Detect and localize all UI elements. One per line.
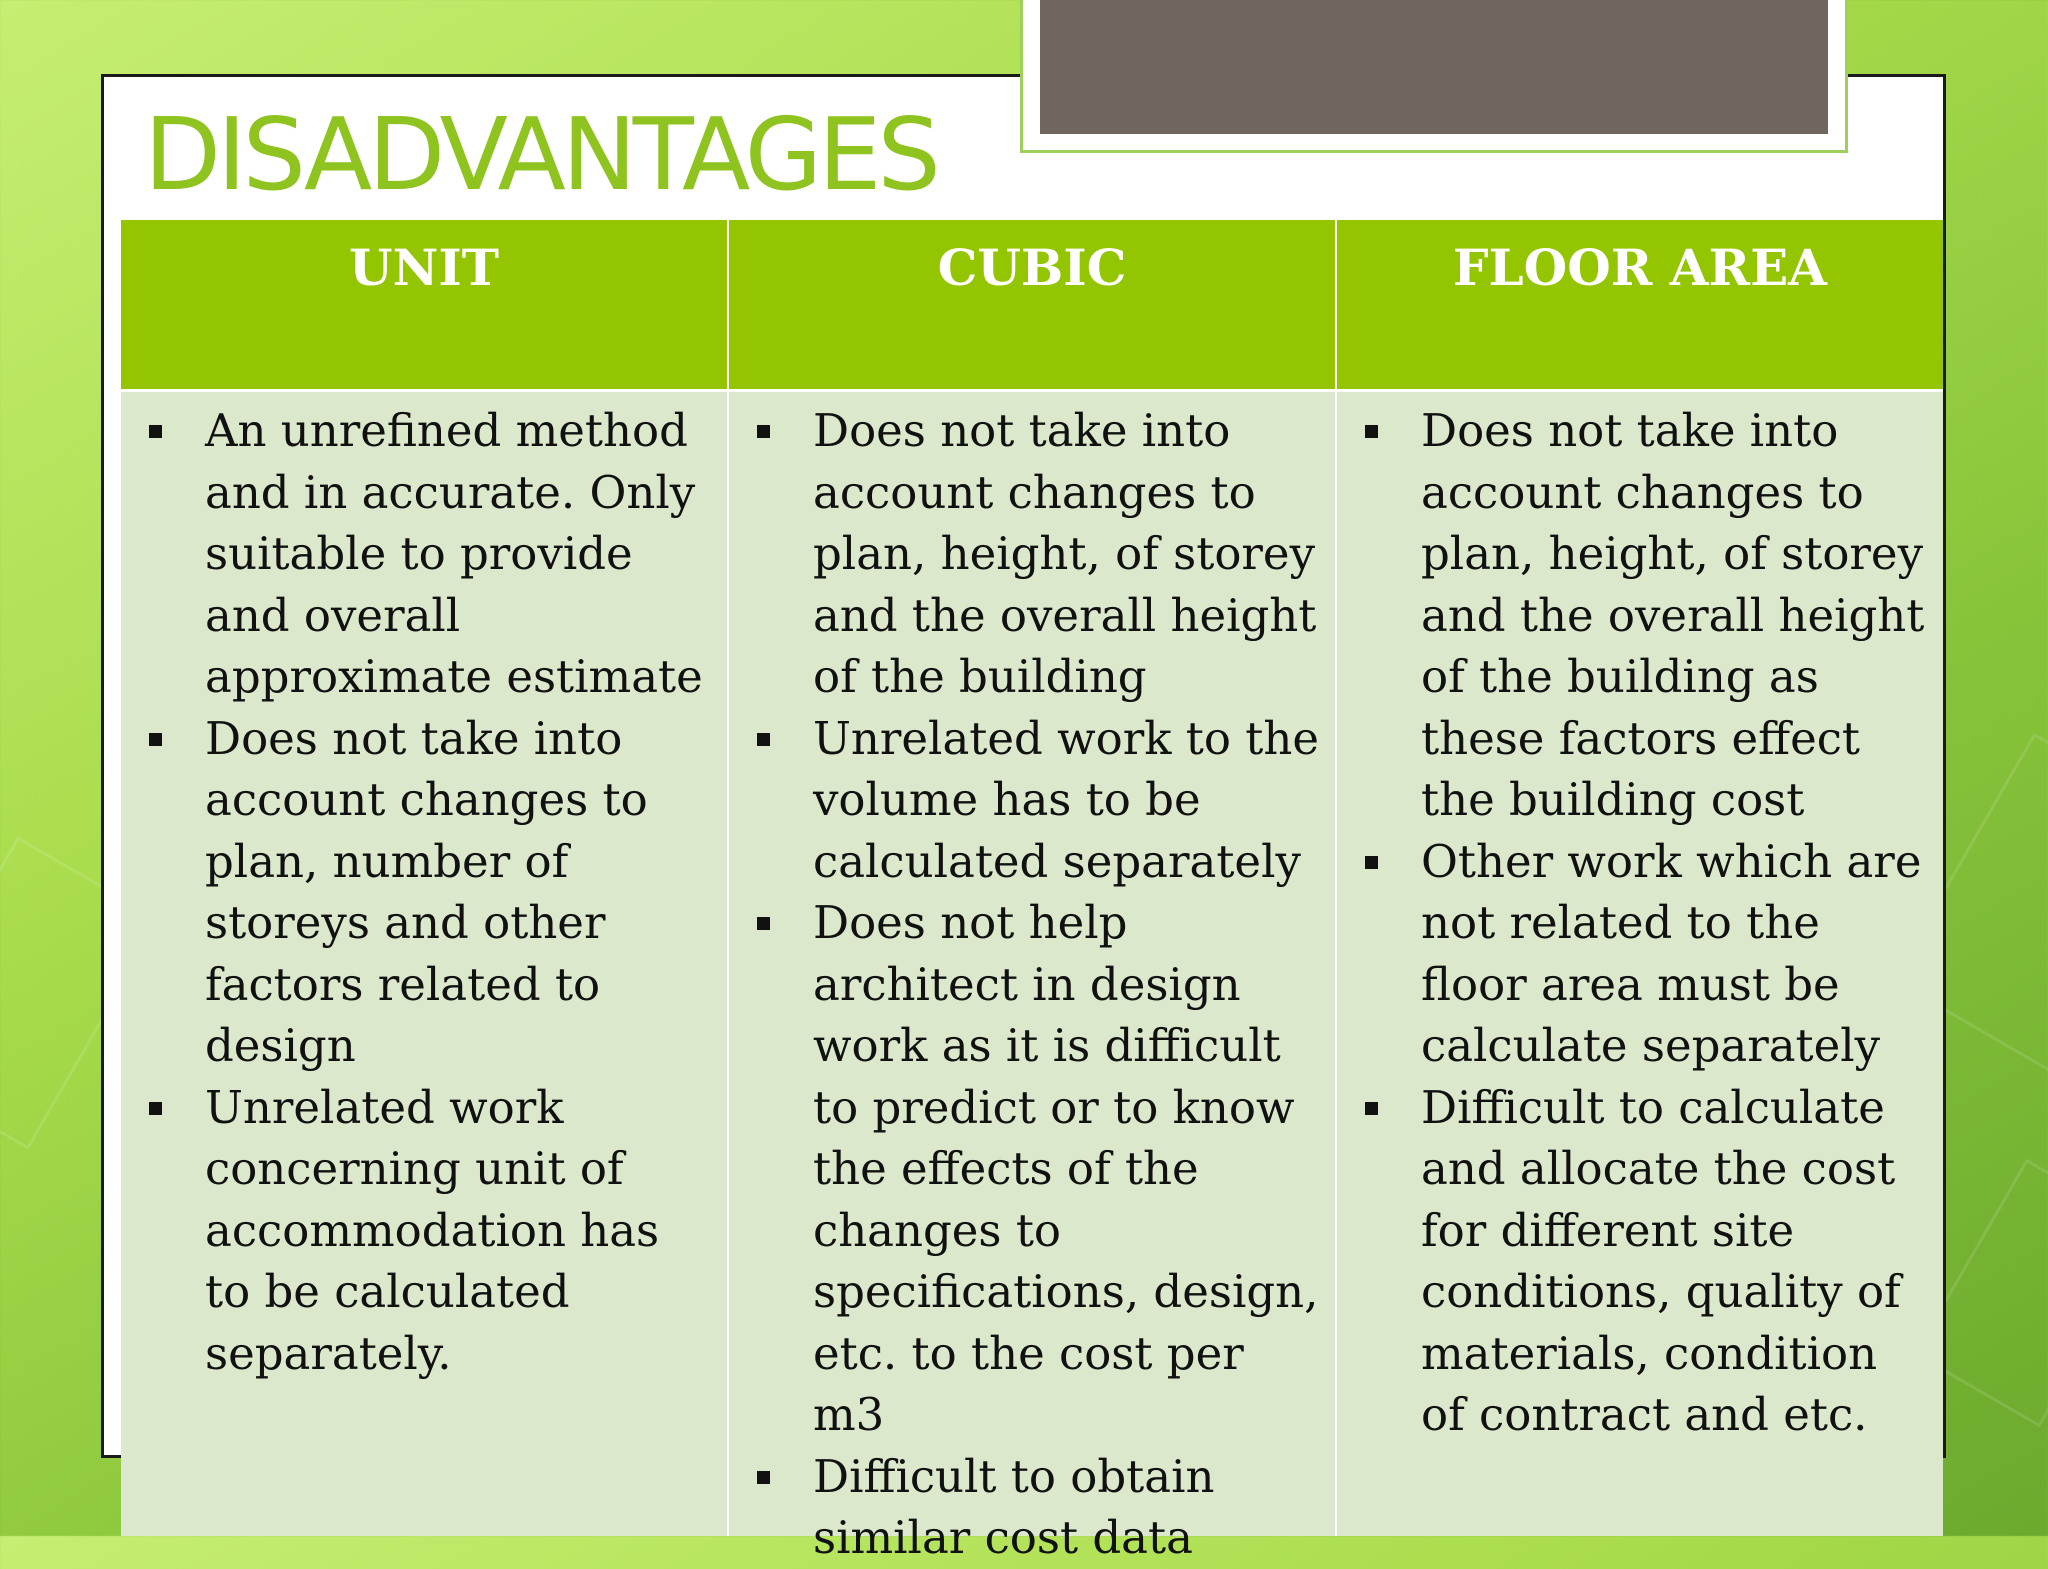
disadvantages-table: [121, 220, 1943, 1564]
square-bullet-icon: [757, 425, 770, 438]
unit-list: [145, 400, 713, 1384]
list-item: [753, 892, 1321, 1446]
square-bullet-icon: [149, 1102, 162, 1115]
list-item-text: Difficult to obtain similar cost data: [813, 1449, 1215, 1564]
list-item: [1361, 400, 1929, 831]
list-item-text: Does not help architect in design work as it is difficult to predict or to know the effects of the changes to specifications, design, etc. to the cost per m3: [813, 896, 1319, 1441]
floor-area-list: [1361, 400, 1929, 1446]
cubic-list: [753, 400, 1321, 1569]
square-bullet-icon: [1365, 856, 1378, 869]
list-item: [753, 1446, 1321, 1569]
list-item-text: Unrelated work to the volume has to be calculated separately: [813, 711, 1319, 888]
column-header-floor-area: FLOOR AREA: [1337, 220, 1943, 389]
list-item: [1361, 831, 1929, 1077]
square-bullet-icon: [1365, 425, 1378, 438]
list-item: [753, 708, 1321, 893]
list-item-text: Does not take into account changes to plan, height, of storey and the overall height of the building: [813, 404, 1317, 703]
slide-title: DISADVANTAGES: [144, 96, 937, 213]
square-bullet-icon: [149, 733, 162, 746]
cubic-cell: [729, 392, 1335, 1564]
floor-area-cell: [1337, 392, 1943, 1536]
column-header-unit: UNIT: [121, 220, 727, 389]
square-bullet-icon: [1365, 1102, 1378, 1115]
square-bullet-icon: [149, 425, 162, 438]
photo-placeholder: [1040, 0, 1828, 134]
list-item-text: Does not take into account changes to plan, height, of storey and the overall height of the building as these factors effect the building cost: [1421, 404, 1925, 826]
list-item: [145, 400, 713, 708]
unit-cell: [121, 392, 727, 1536]
square-bullet-icon: [757, 733, 770, 746]
square-bullet-icon: [757, 917, 770, 930]
square-bullet-icon: [757, 1471, 770, 1484]
list-item: [145, 708, 713, 1077]
list-item-text: Unrelated work concerning unit of accommodation has to be calculated separately.: [205, 1080, 660, 1380]
list-item-text: An unrefined method and in accurate. Only suitable to provide and overall approximate estimate: [205, 404, 703, 703]
list-item: [145, 1077, 713, 1385]
list-item-text: Difficult to calculate and allocate the cost for different site conditions, quality of materials, condition of contract and etc.: [1421, 1080, 1901, 1441]
list-item-text: Does not take into account changes to plan, number of storeys and other factors related to design: [205, 711, 648, 1072]
column-header-cubic: CUBIC: [729, 220, 1335, 389]
list-item: [1361, 1077, 1929, 1446]
list-item: [753, 400, 1321, 708]
list-item-text: Other work which are not related to the floor area must be calculate separately: [1421, 834, 1922, 1072]
